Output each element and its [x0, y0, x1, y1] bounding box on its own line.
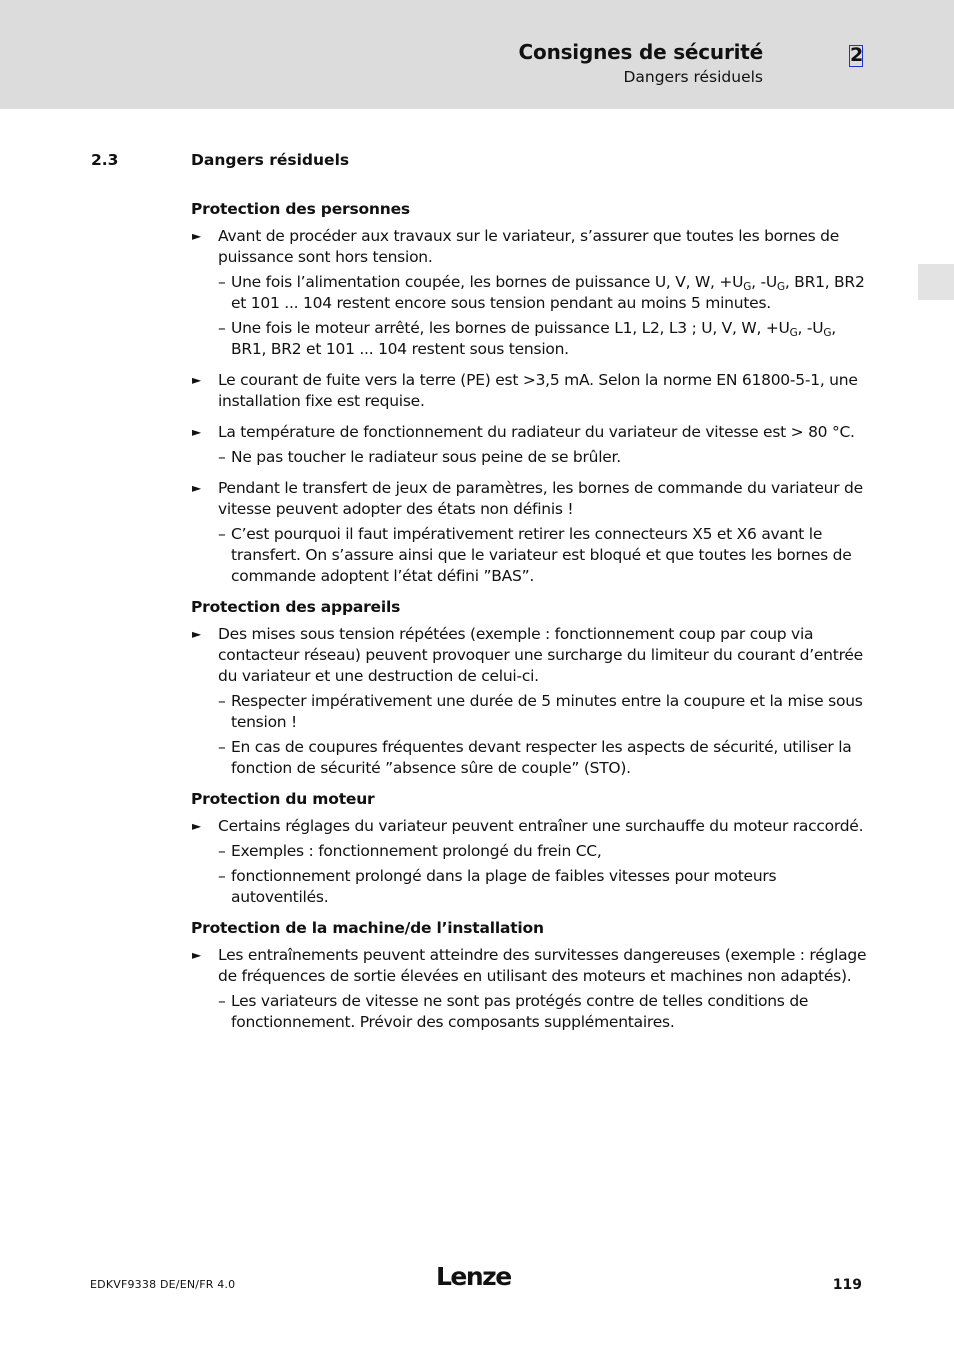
sub-item-text: C’est pourquoi il faut impérativement retirer les connecteurs X5 et X6 avant le transfert. On s’assure ainsi que le variateur est bloqué et que toutes les bornes de commande adoptent l’état défini ”BAS”.: [231, 525, 852, 585]
dash-marker: –: [218, 273, 226, 291]
sub-list-item: [191, 866, 867, 908]
dash-marker: –: [218, 992, 226, 1010]
footer-document-id: EDKVF9338 DE/EN/FR 4.0: [90, 1278, 236, 1291]
dash-marker: –: [218, 738, 226, 756]
sub-list-item: [191, 524, 867, 587]
dash-marker: –: [218, 842, 226, 860]
subheading-machine: Protection de la machine/de l’installation: [191, 919, 544, 937]
chapter-number-box[interactable]: 2: [850, 44, 864, 66]
header-subtitle: Dangers résiduels: [623, 68, 763, 86]
bullet-arrow-icon: ►: [192, 627, 201, 641]
bullet-arrow-icon: ►: [192, 948, 201, 962]
sub-item-text: Une fois le moteur arrêté, les bornes de puissance L1, L2, L3 ; U, V, W, $+U_G$, $-U_G$, BR1, BR2 et 101 ... 104 restent sous tension.: [231, 319, 836, 358]
bullet-arrow-icon: ►: [192, 425, 201, 439]
sub-item-text: En cas de coupures fréquentes devant respecter les aspects de sécurité, utiliser la fonction de sécurité ”absence sûre de couple” (STO).: [231, 738, 852, 777]
dash-marker: –: [218, 692, 226, 710]
section-title: Dangers résiduels: [191, 151, 350, 169]
bullet-arrow-icon: ►: [192, 819, 201, 833]
dash-marker: –: [218, 867, 226, 885]
sub-list-item: [191, 991, 867, 1033]
list-item: [191, 945, 867, 987]
subheading-personnes: Protection des personnes: [191, 200, 410, 218]
bullet-text: Pendant le transfert de jeux de paramètres, les bornes de commande du variateur de vitesse peuvent adopter des états non définis !: [218, 479, 863, 518]
list-item: [191, 370, 867, 412]
list-item: [191, 478, 867, 520]
subheading-appareils: Protection des appareils: [191, 598, 401, 616]
bullet-text: Des mises sous tension répétées (exemple : fonctionnement coup par coup via contacteur réseau) peuvent provoquer une surcharge du limiteur du courant d’entrée du variateur et une destruction de celui-ci.: [218, 625, 863, 685]
dash-marker: –: [218, 525, 226, 543]
sub-item-text: Les variateurs de vitesse ne sont pas protégés contre de telles conditions de fonctionnement. Prévoir des composants supplémentaires.: [231, 992, 809, 1031]
bullet-arrow-icon: ►: [192, 229, 201, 243]
page-number: 119: [832, 1277, 862, 1293]
dash-marker: –: [218, 448, 226, 466]
sub-list-item: [191, 318, 867, 360]
bullet-arrow-icon: ►: [192, 373, 201, 387]
sub-list-item: [191, 272, 867, 314]
sub-list-item: [191, 447, 867, 468]
section-number: 2.3: [91, 151, 119, 169]
bullet-text: Les entraînements peuvent atteindre des survitesses dangereuses (exemple : réglage de fréquences de sortie élevées en utilisant des moteurs et machines non adaptés).: [218, 946, 867, 985]
header-title: Consignes de sécurité: [518, 40, 763, 64]
sub-item-text: Une fois l’alimentation coupée, les bornes de puissance U, V, W, $+U_G$, $-U_G$, BR1, BR2 et 101 ... 104 restent encore sous tension pendant au moins 5 minutes.: [231, 273, 865, 312]
dash-marker: –: [218, 319, 226, 337]
sub-item-text: Ne pas toucher le radiateur sous peine de se brûler.: [231, 448, 621, 466]
sub-item-text: Respecter impérativement une durée de 5 minutes entre la coupure et la mise sous tension !: [231, 692, 863, 731]
lenze-logo: Lenze: [436, 1262, 511, 1291]
list-item: [191, 816, 867, 837]
bullet-arrow-icon: ►: [192, 481, 201, 495]
sub-list-item: [191, 737, 867, 779]
sub-list-item: [191, 691, 867, 733]
bullet-text: Avant de procéder aux travaux sur le variateur, s’assurer que toutes les bornes de puissance sont hors tension.: [218, 227, 840, 266]
page-header: [0, 0, 954, 109]
side-thumb-tab: [918, 264, 954, 300]
bullet-text: La température de fonctionnement du radiateur du variateur de vitesse est > 80 °C.: [218, 423, 855, 441]
page-content: [191, 199, 867, 1037]
subheading-moteur: Protection du moteur: [191, 790, 375, 808]
list-item: [191, 422, 867, 443]
sub-list-item: [191, 841, 867, 862]
list-item: [191, 624, 867, 687]
bullet-text: Le courant de fuite vers la terre (PE) est >3,5 mA. Selon la norme EN 61800-5-1, une installation fixe est requise.: [218, 371, 858, 410]
list-item: [191, 226, 867, 268]
sub-item-text: Exemples : fonctionnement prolongé du frein CC,: [231, 842, 602, 860]
sub-item-text: fonctionnement prolongé dans la plage de faibles vitesses pour moteurs autoventilés.: [231, 867, 777, 906]
bullet-text: Certains réglages du variateur peuvent entraîner une surchauffe du moteur raccordé.: [218, 817, 864, 835]
